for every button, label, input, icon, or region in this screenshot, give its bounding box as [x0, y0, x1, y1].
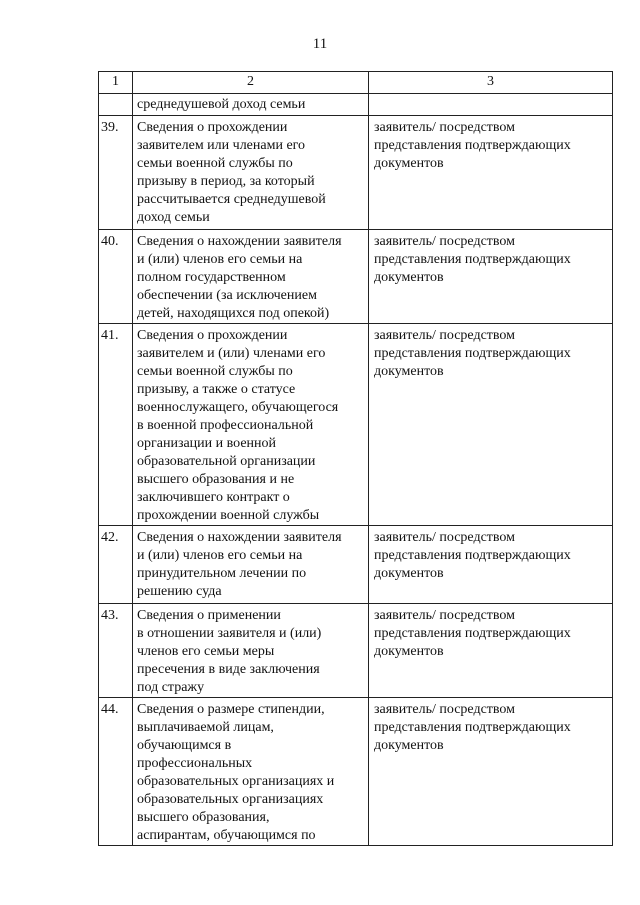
table-row: [99, 324, 613, 526]
source-line: представления подтверждающих: [374, 548, 571, 563]
description-line: высшего образования,: [137, 810, 270, 825]
row-number: 44.: [99, 698, 133, 846]
continuation-num-cell: [99, 94, 133, 116]
description-line: аспирантам, обучающимся по: [137, 828, 316, 843]
description-line: решению суда: [137, 584, 222, 599]
row-number: 43.: [99, 604, 133, 698]
source-line: представления подтверждающих: [374, 626, 571, 641]
row-source: [369, 698, 613, 846]
row-description: [133, 526, 369, 604]
description-line: членов его семьи меры: [137, 644, 275, 659]
description-line: военнослужащего, обучающегося: [137, 400, 339, 415]
table-row: [99, 230, 613, 324]
description-line: заявителем или членами его: [137, 138, 306, 153]
source-line: заявитель/ посредством: [374, 120, 516, 135]
description-line: в отношении заявителя и (или): [137, 626, 322, 641]
row-source: [369, 324, 613, 526]
source-line: документов: [374, 270, 444, 285]
continuation-row: [99, 94, 613, 116]
table-header-row: [99, 72, 613, 94]
row-number: 41.: [99, 324, 133, 526]
page-number: 11: [312, 36, 328, 52]
row-description: [133, 324, 369, 526]
source-line: представления подтверждающих: [374, 252, 571, 267]
header-col-1: 1: [99, 72, 133, 94]
description-line: прохождении военной службы: [137, 508, 320, 523]
row-number: 39.: [99, 116, 133, 230]
source-line: заявитель/ посредством: [374, 234, 516, 249]
description-line: Сведения о нахождении заявителя: [137, 530, 342, 545]
description-line: обеспечении (за исключением: [137, 288, 317, 303]
description-line: семьи военной службы по: [137, 364, 293, 379]
row-description: [133, 698, 369, 846]
description-line: высшего образования и не: [137, 472, 295, 487]
description-line: выплачиваемой лицам,: [137, 720, 274, 735]
description-line: доход семьи: [137, 210, 210, 225]
description-line: Сведения о размере стипендии,: [137, 702, 325, 717]
header-col-3: 3: [369, 72, 613, 94]
description-line: обучающимся в: [137, 738, 232, 753]
row-description: [133, 116, 369, 230]
source-line: представления подтверждающих: [374, 720, 571, 735]
description-line: принудительном лечении по: [137, 566, 307, 581]
source-line: заявитель/ посредством: [374, 530, 516, 545]
row-source: [369, 526, 613, 604]
source-line: заявитель/ посредством: [374, 702, 516, 717]
description-line: семьи военной службы по: [137, 156, 293, 171]
description-line: организации и военной: [137, 436, 277, 451]
description-line: полном государственном: [137, 270, 286, 285]
source-line: документов: [374, 364, 444, 379]
table-row: [99, 604, 613, 698]
continuation-source: [369, 94, 613, 116]
row-description: [133, 230, 369, 324]
table-row: [99, 698, 613, 846]
header-col-2: 2: [133, 72, 369, 94]
description-line: в военной профессиональной: [137, 418, 314, 433]
description-line: Сведения о прохождении: [137, 120, 288, 135]
description-line: Сведения о прохождении: [137, 328, 288, 343]
source-line: документов: [374, 738, 444, 753]
description-line: Сведения о нахождении заявителя: [137, 234, 342, 249]
description-line: пресечения в виде заключения: [137, 662, 320, 677]
description-line: и (или) членов его семьи на: [137, 252, 303, 267]
source-line: заявитель/ посредством: [374, 608, 516, 623]
description-line: заключившего контракт о: [137, 490, 290, 505]
row-number: 40.: [99, 230, 133, 324]
source-line: представления подтверждающих: [374, 346, 571, 361]
description-line: Сведения о применении: [137, 608, 281, 623]
description-line: призыву в период, за который: [137, 174, 315, 189]
table-row: [99, 526, 613, 604]
row-source: [369, 604, 613, 698]
description-line: и (или) членов его семьи на: [137, 548, 303, 563]
row-source: [369, 230, 613, 324]
continuation-text: среднедушевой доход семьи: [133, 94, 369, 116]
description-line: профессиональных: [137, 756, 253, 771]
source-line: заявитель/ посредством: [374, 328, 516, 343]
documents-table: [98, 71, 613, 846]
description-line: призыву, а также о статусе: [137, 382, 296, 397]
source-line: документов: [374, 156, 444, 171]
row-source: [369, 116, 613, 230]
source-line: представления подтверждающих: [374, 138, 571, 153]
description-line: заявителем и (или) членами его: [137, 346, 326, 361]
description-line: рассчитывается среднедушевой: [137, 192, 326, 207]
description-line: образовательных организациях и: [137, 774, 335, 789]
table-row: [99, 116, 613, 230]
row-number: 42.: [99, 526, 133, 604]
description-line: образовательных организациях: [137, 792, 324, 807]
source-line: документов: [374, 644, 444, 659]
description-line: образовательной организации: [137, 454, 316, 469]
description-line: детей, находящихся под опекой): [137, 306, 330, 321]
description-line: под стражу: [137, 680, 205, 695]
row-description: [133, 604, 369, 698]
source-line: документов: [374, 566, 444, 581]
